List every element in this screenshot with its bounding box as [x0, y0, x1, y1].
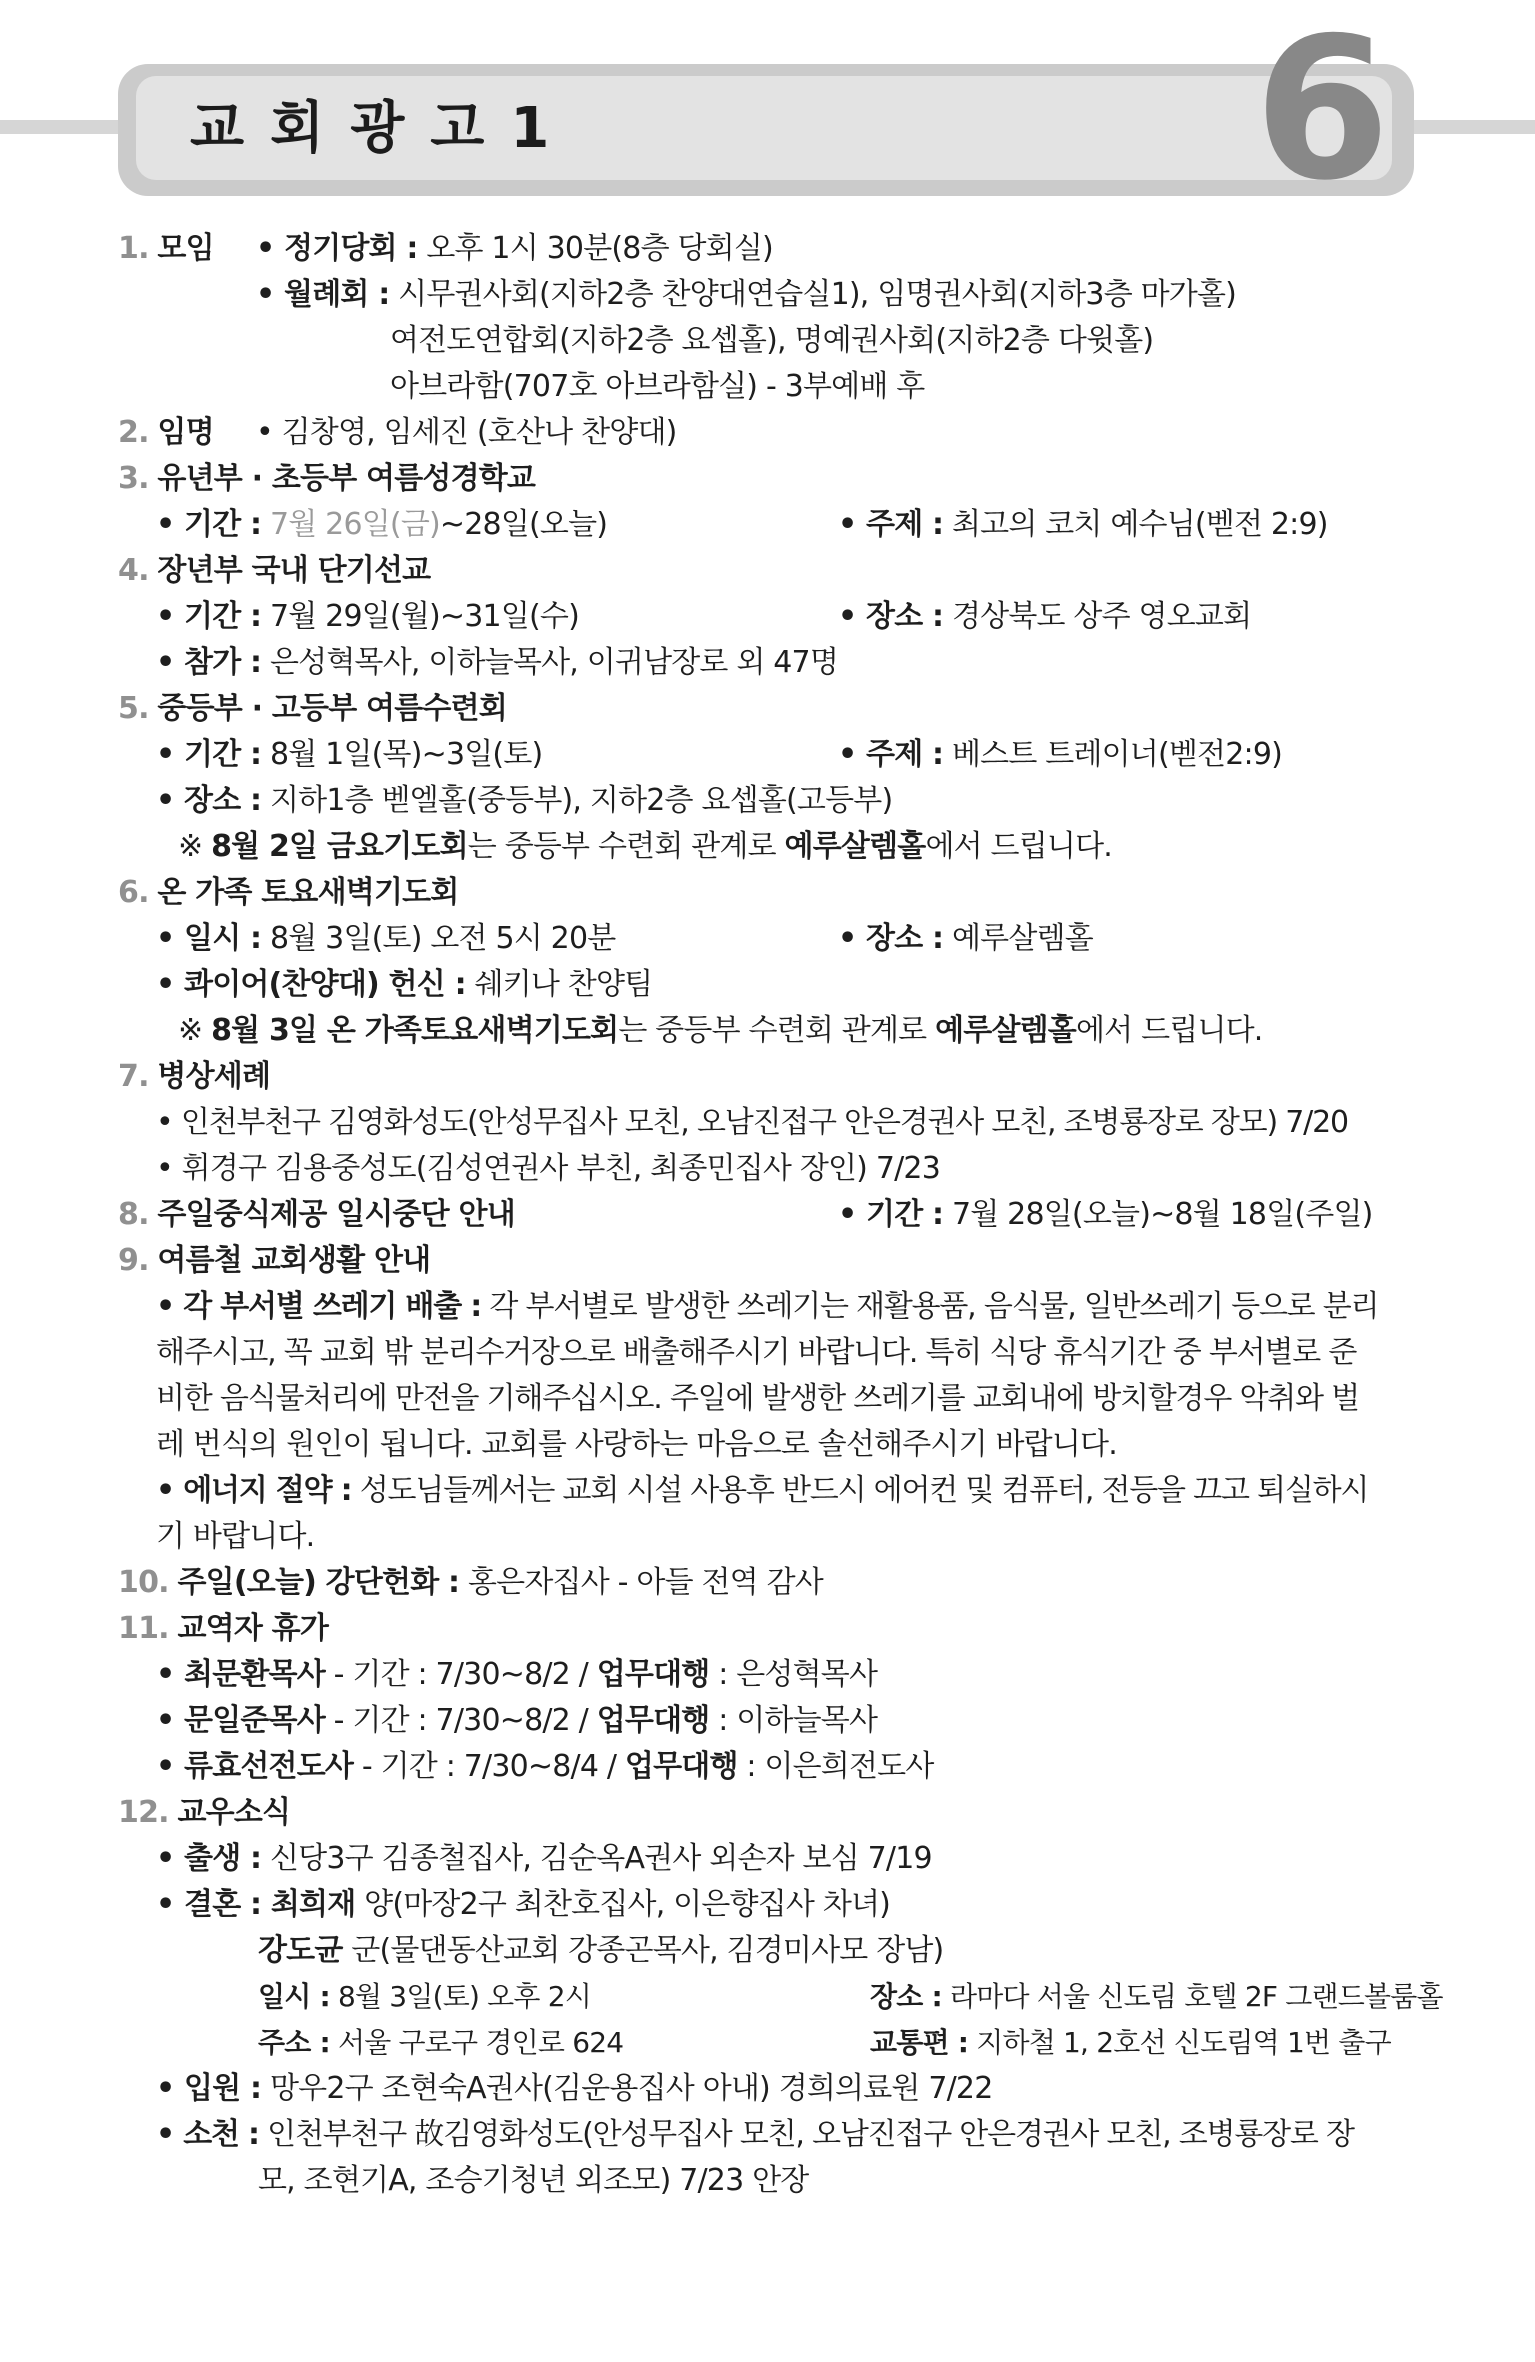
- page-number: 6: [1254, 0, 1385, 224]
- section-6-heading: 6. 온 가족 토요새벽기도회: [118, 875, 459, 910]
- section-1-item-b-line2: 여전도연합회(지하2층 요셉홀), 명예권사회(지하2층 다윗홀): [390, 323, 1154, 358]
- section-4-period: • 기간 : 7월 29일(월)~31일(수): [156, 599, 579, 634]
- section-1-heading: 1. 모임: [118, 231, 214, 266]
- section-4-heading: 4. 장년부 국내 단기선교: [118, 553, 431, 588]
- section-12-wedding-place: 장소 : 라마다 서울 신도림 호텔 2F 그랜드볼룸홀: [870, 1980, 1443, 2013]
- section-11-row2: • 문일준목사 - 기간 : 7/30~8/2 / 업무대행 : 이하늘목사: [156, 1703, 878, 1738]
- section-12-death: • 소천 : 인천부천구 故김영화성도(안성무집사 모친, 오남진접구 안은경권사 모친, 조병룡장로 장: [156, 2117, 1354, 2152]
- section-12-wedding-traffic: 교통편 : 지하철 1, 2호선 신도림역 1번 출구: [870, 2026, 1391, 2059]
- section-12-birth: • 출생 : 신당3구 김종철집사, 김순옥A권사 외손자 보심 7/19: [156, 1841, 932, 1876]
- section-4-participants: • 참가 : 은성혁목사, 이하늘목사, 이귀남장로 외 47명: [156, 645, 839, 680]
- section-9-trash: • 각 부서별 쓰레기 배출 : 각 부서별로 발생한 쓰레기는 재활용품, 음식물, 일반쓰레기 등으로 분리: [156, 1289, 1379, 1324]
- section-9-trash-line3: 비한 음식물처리에 만전을 기해주십시오. 주일에 발생한 쓰레기를 교회내에 방치할경우 악취와 벌: [156, 1381, 1359, 1416]
- section-9-trash-line4: 레 번식의 원인이 됩니다. 교회를 사랑하는 마음으로 솔선해주시기 바랍니다.: [156, 1427, 1117, 1462]
- section-5-theme: • 주제 : 베스트 트레이너(벧전2:9): [838, 737, 1283, 772]
- section-4-place: • 장소 : 경상북도 상주 영오교회: [838, 599, 1252, 634]
- section-11-row1: • 최문환목사 - 기간 : 7/30~8/2 / 업무대행 : 은성혁목사: [156, 1657, 878, 1692]
- section-6-choir: • 콰이어(찬양대) 헌신 : 쉐키나 찬양팀: [156, 967, 653, 1002]
- section-7-heading: 7. 병상세례: [118, 1059, 271, 1094]
- section-1-item-a: • 정기당회 : 오후 1시 30분(8층 당회실): [256, 231, 773, 266]
- section-2-heading: 2. 임명: [118, 415, 214, 450]
- section-12-heading: 12. 교우소식: [118, 1795, 291, 1830]
- section-8-heading: 8. 주일중식제공 일시중단 안내: [118, 1197, 515, 1232]
- section-12-death-line2: 모, 조현기A, 조승기청년 외조모) 7/23 안장: [258, 2163, 809, 2198]
- section-9-energy: • 에너지 절약 : 성도님들께서는 교회 시설 사용후 반드시 에어컨 및 컴퓨터, 전등을 끄고 퇴실하시: [156, 1473, 1369, 1508]
- section-2-text: • 김창영, 임세진 (호산나 찬양대): [256, 415, 677, 450]
- section-11-row3: • 류효선전도사 - 기간 : 7/30~8/4 / 업무대행 : 이은희전도사: [156, 1749, 934, 1784]
- section-10-heading: 10. 주일(오늘) 강단헌화 : 홍은자집사 - 아들 전역 감사: [118, 1565, 823, 1600]
- section-12-wedding-time: 일시 : 8월 3일(토) 오후 2시: [258, 1980, 592, 2013]
- section-5-note: ※ 8월 2일 금요기도회는 중등부 수련회 관계로 예루살렘홀에서 드립니다.: [178, 829, 1112, 864]
- section-6-note: ※ 8월 3일 온 가족토요새벽기도회는 중등부 수련회 관계로 예루살렘홀에서 드립니다.: [178, 1013, 1263, 1048]
- section-3-period: • 기간 : 7월 26일(금)~28일(오늘): [156, 507, 608, 542]
- section-1-item-b: • 월례회 : 시무권사회(지하2층 찬양대연습실1), 임명권사회(지하3층 마가홀): [256, 277, 1237, 312]
- section-9-heading: 9. 여름철 교회생활 안내: [118, 1243, 431, 1278]
- section-5-place: • 장소 : 지하1층 벧엘홀(중등부), 지하2층 요셉홀(고등부): [156, 783, 893, 818]
- section-8-period: • 기간 : 7월 28일(오늘)~8월 18일(주일): [838, 1197, 1373, 1232]
- section-3-theme: • 주제 : 최고의 코치 예수님(벧전 2:9): [838, 507, 1328, 542]
- section-6-time: • 일시 : 8월 3일(토) 오전 5시 20분: [156, 921, 616, 956]
- section-6-place: • 장소 : 예루살렘홀: [838, 921, 1093, 956]
- section-3-heading: 3. 유년부 · 초등부 여름성경학교: [118, 461, 536, 496]
- section-5-heading: 5. 중등부 · 고등부 여름수련회: [118, 691, 507, 726]
- section-11-heading: 11. 교역자 휴가: [118, 1611, 329, 1646]
- section-5-period: • 기간 : 8월 1일(목)~3일(토): [156, 737, 543, 772]
- section-12-wedding: • 결혼 : 최희재 양(마장2구 최찬호집사, 이은향집사 차녀): [156, 1887, 891, 1922]
- page-title: 교회광고1: [190, 96, 576, 161]
- section-12-wedding-groom: 강도균 군(물댄동산교회 강종곤목사, 김경미사모 장남): [258, 1933, 944, 1968]
- section-1-item-b-line3: 아브라함(707호 아브라함실) - 3부예배 후: [390, 369, 925, 404]
- section-7-line1: • 인천부천구 김영화성도(안성무집사 모친, 오남진접구 안은경권사 모친, 조병룡장로 장모) 7/20: [156, 1105, 1348, 1140]
- section-12-hospital: • 입원 : 망우2구 조현숙A권사(김운용집사 아내) 경희의료원 7/22: [156, 2071, 993, 2106]
- section-12-wedding-address: 주소 : 서울 구로구 경인로 624: [258, 2026, 624, 2059]
- section-9-energy-line2: 기 바랍니다.: [156, 1519, 315, 1554]
- section-7-line2: • 휘경구 김용중성도(김성연권사 부친, 최종민집사 장인) 7/23: [156, 1151, 940, 1186]
- section-9-trash-line2: 해주시고, 꼭 교회 밖 분리수거장으로 배출해주시기 바랍니다. 특히 식당 휴식기간 중 부서별로 준: [156, 1335, 1357, 1370]
